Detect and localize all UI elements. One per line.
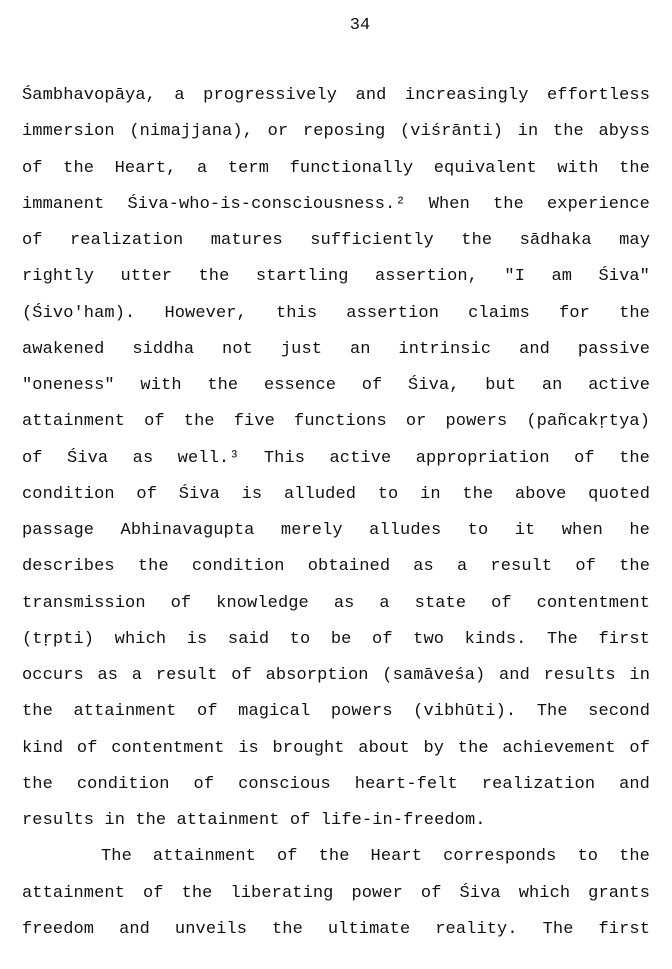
text-line: describes the condition obtained as a result of the <box>22 557 650 577</box>
page-number: 34 <box>349 16 371 35</box>
text-line: of Śiva as well.³ This active appropriation of the <box>22 448 650 468</box>
text-line: the condition of conscious heart-felt realization and <box>22 774 650 794</box>
text-line: attainment of the five functions or powers (pañcakṛtya) <box>22 412 650 432</box>
text-line: results in the attainment of life-in-freedom. <box>22 811 486 830</box>
text-line: occurs as a result of absorption (samāveśa) and results in <box>22 666 650 685</box>
text-line: of realization matures sufficiently the sādhaka may <box>22 231 650 250</box>
text-line: passage Abhinavagupta merely alludes to it when he <box>22 521 650 540</box>
text-line: (tṛpti) which is said to be of two kinds. The first <box>22 629 650 649</box>
text-line: awakened siddha not just an intrinsic and passive <box>22 339 650 359</box>
paragraph-1 <box>22 78 650 839</box>
text-line: kind of contentment is brought about by the achievement of <box>22 738 650 758</box>
paragraph-2 <box>22 839 650 948</box>
text-line: immanent Śiva-who-is-consciousness.² When the experience <box>22 194 650 214</box>
text-line: the attainment of magical powers (vibhūti). The second <box>22 702 650 722</box>
text-line: "oneness" with the essence of Śiva, but an active <box>22 376 650 395</box>
text-line: of the Heart, a term functionally equivalent with the <box>22 158 650 178</box>
text-line: attainment of the liberating power of Śiva which grants <box>22 883 650 903</box>
body-text <box>22 78 650 948</box>
text-line: Śambhavopāya, a progressively and increasingly effortless <box>22 86 650 105</box>
text-line: (Śivo'ham). However, this assertion claims for the <box>22 303 650 323</box>
text-line: rightly utter the startling assertion, "I am Śiva" <box>22 267 650 287</box>
text-line: The attainment of the Heart corresponds to the <box>101 847 650 867</box>
text-line: condition of Śiva is alluded to in the above quoted <box>22 484 650 504</box>
text-line: freedom and unveils the ultimate reality. The first <box>22 919 650 939</box>
text-line: immersion (nimajjana), or reposing (viśrānti) in the abyss <box>22 122 650 142</box>
text-line: transmission of knowledge as a state of contentment <box>22 593 650 613</box>
